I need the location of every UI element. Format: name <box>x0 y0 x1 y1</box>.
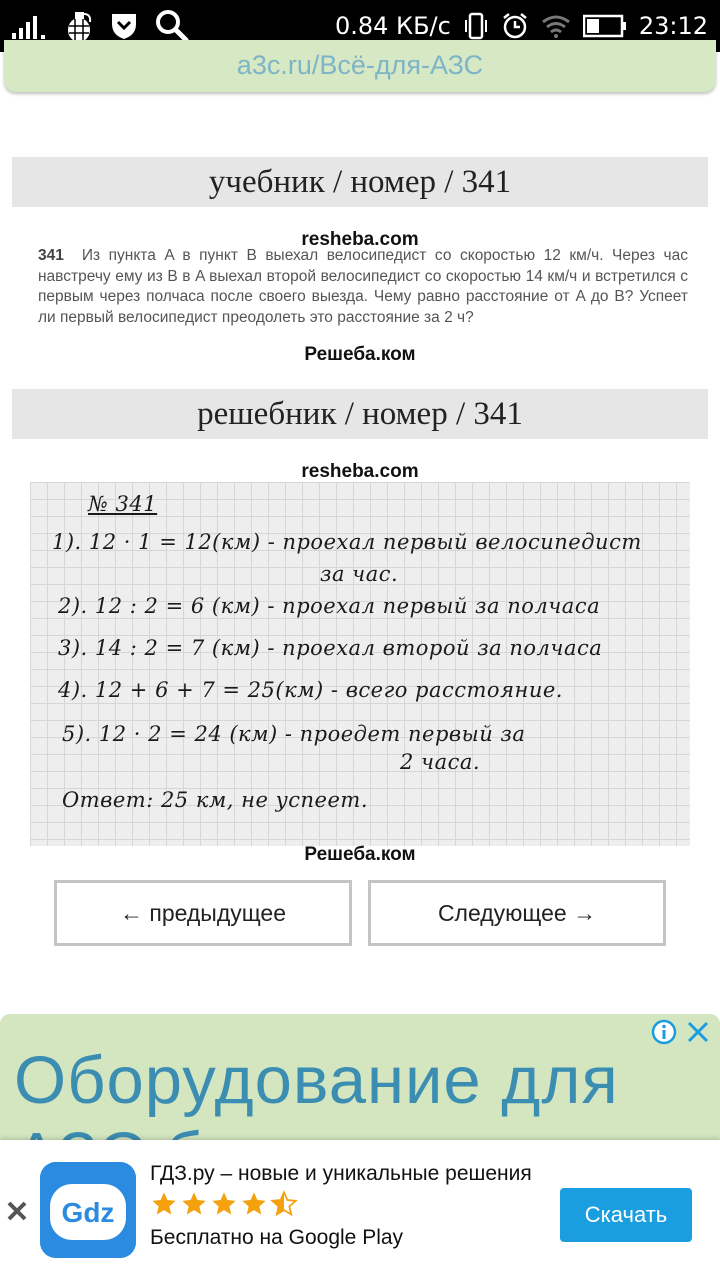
watermark-top-solution: resheba.com <box>301 461 419 482</box>
task-text: Из пункта A в пункт B выехал велосипедист со скоростью 12 км/ч. Через час навстречу ему из B в A выехал второй велосипедист со скоростью 14 км/ч и встретился с первым через полчаса после своего выезда. Чему равно расстояние от A до B? Успеет ли первый велосипедист преодолеть это расстояние за 2 ч? <box>38 247 688 326</box>
star-icon <box>210 1190 238 1218</box>
info-icon[interactable] <box>650 1018 678 1046</box>
next-button[interactable]: Следующее → <box>368 880 666 946</box>
task-number: 341 <box>38 247 64 264</box>
star-icon <box>150 1190 178 1218</box>
solution-image <box>30 482 690 846</box>
close-icon[interactable] <box>4 1198 30 1224</box>
ad-choices[interactable] <box>650 1018 712 1046</box>
watermark-bottom: Решеба.ком <box>304 344 416 365</box>
handwritten-line: 1). 12 · 1 = 12(км) - проехал первый велосипедист <box>52 530 642 554</box>
handwritten-line: Ответ: 25 км, не успеет. <box>62 788 368 812</box>
vibrate-icon <box>463 12 489 40</box>
close-icon[interactable] <box>684 1018 712 1046</box>
handwritten-line: за час. <box>320 562 399 586</box>
top-ad-banner[interactable] <box>4 40 716 92</box>
app-logo[interactable] <box>40 1162 136 1258</box>
star-icon <box>180 1190 208 1218</box>
clock: 23:12 <box>638 12 708 40</box>
grenade-icon <box>64 9 94 43</box>
app-logo-text: Gdz <box>61 1197 115 1228</box>
watermark-bottom-solution: Решеба.ком <box>304 844 416 865</box>
network-speed: 0.84 КБ/с <box>334 12 451 40</box>
handwritten-title: № 341 <box>88 492 158 516</box>
app-rating <box>150 1190 298 1218</box>
top-ad-text[interactable]: a3c.ru/Всё-для-АЗС <box>236 50 484 80</box>
handwritten-line: 5). 12 · 2 = 24 (км) - проедет первый за <box>62 722 526 746</box>
download-button[interactable]: Скачать <box>560 1188 692 1242</box>
wifi-icon <box>541 14 571 38</box>
shield-icon <box>110 11 138 41</box>
prev-button[interactable]: ← предыдущее <box>54 880 352 946</box>
handwritten-line: 2 часа. <box>400 750 481 774</box>
app-subtitle: Бесплатно на Google Play <box>150 1226 404 1249</box>
alarm-icon <box>501 12 529 40</box>
battery-icon <box>583 14 627 38</box>
search-icon <box>154 8 190 44</box>
textbook-header: учебник / номер / 341 <box>12 157 708 207</box>
app-title: ГДЗ.ру – новые и уникальные решения <box>150 1162 532 1185</box>
app-promo-bar[interactable] <box>0 1140 720 1280</box>
ad-headline[interactable]: Оборудование для <box>14 1043 619 1118</box>
watermark-top: resheba.com <box>301 229 419 250</box>
solution-header: решебник / номер / 341 <box>12 389 708 439</box>
handwritten-line: 2). 12 : 2 = 6 (км) - проехал первый за полчаса <box>58 594 601 618</box>
signal-icon <box>12 13 48 39</box>
handwritten-line: 4). 12 + 6 + 7 = 25(км) - всего расстояние. <box>58 678 563 702</box>
star-icon <box>240 1190 268 1218</box>
half-star-icon <box>270 1190 298 1218</box>
handwritten-line: 3). 14 : 2 = 7 (км) - проехал второй за полчаса <box>58 636 603 660</box>
task-text-block <box>38 246 688 328</box>
